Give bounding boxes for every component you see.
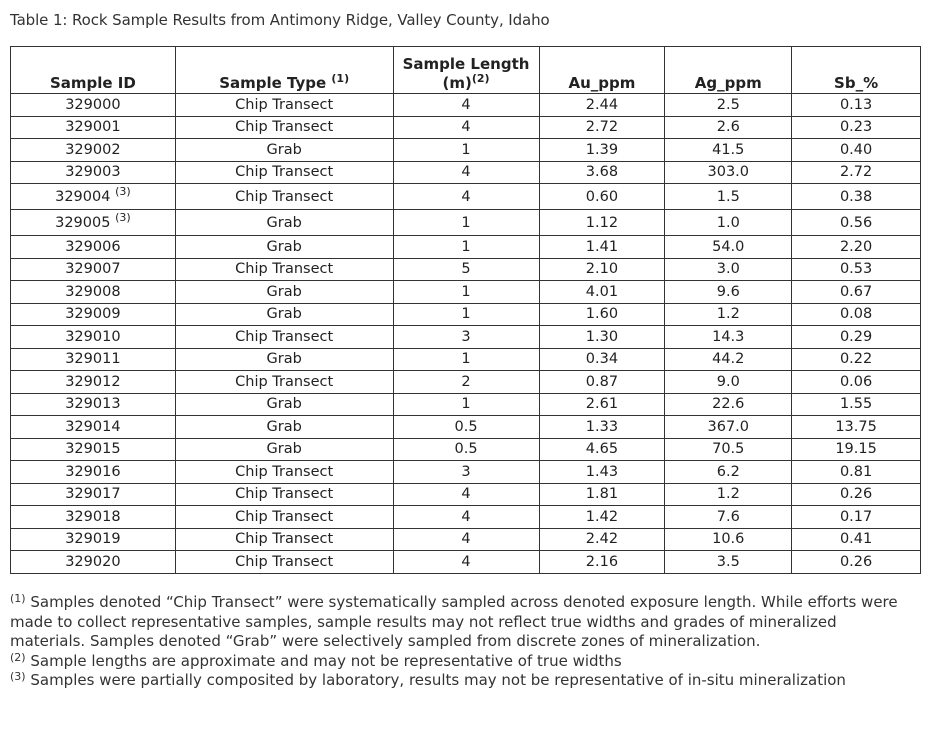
footnote-ref-3: (3) xyxy=(115,184,131,198)
cell-sample-type: Chip Transect xyxy=(175,326,393,349)
table-row xyxy=(11,210,921,236)
cell-au-ppm: 2.16 xyxy=(539,551,665,574)
cell-sample-type: Chip Transect xyxy=(175,528,393,551)
cell-sample-id: 329003 xyxy=(11,161,176,184)
table-row xyxy=(11,236,921,259)
cell-sample-length: 4 xyxy=(393,528,539,551)
cell-ag-ppm: 70.5 xyxy=(665,438,792,461)
cell-sample-id: 329010 xyxy=(11,326,176,349)
cell-ag-ppm: 7.6 xyxy=(665,506,792,529)
cell-sample-id: 329009 xyxy=(11,303,176,326)
cell-au-ppm: 3.68 xyxy=(539,161,665,184)
cell-sample-id: 329018 xyxy=(11,506,176,529)
table-row xyxy=(11,438,921,461)
table-row xyxy=(11,161,921,184)
table-body xyxy=(11,94,921,574)
cell-ag-ppm: 2.5 xyxy=(665,94,792,117)
cell-au-ppm: 1.30 xyxy=(539,326,665,349)
cell-sample-type: Chip Transect xyxy=(175,116,393,139)
cell-ag-ppm: 1.0 xyxy=(665,210,792,236)
cell-sample-id: 329020 xyxy=(11,551,176,574)
cell-ag-ppm: 2.6 xyxy=(665,116,792,139)
cell-sample-id: 329013 xyxy=(11,393,176,416)
header-ag-ppm: Ag_ppm xyxy=(665,47,792,94)
table-row xyxy=(11,371,921,394)
cell-sample-id: 329002 xyxy=(11,139,176,162)
cell-sb-pct: 0.23 xyxy=(792,116,921,139)
cell-au-ppm: 2.10 xyxy=(539,258,665,281)
cell-sb-pct: 0.06 xyxy=(792,371,921,394)
cell-sb-pct: 0.26 xyxy=(792,551,921,574)
cell-sb-pct: 0.40 xyxy=(792,139,921,162)
table-row xyxy=(11,416,921,439)
cell-sample-length: 4 xyxy=(393,184,539,210)
cell-au-ppm: 0.87 xyxy=(539,371,665,394)
cell-sample-id: 329012 xyxy=(11,371,176,394)
cell-au-ppm: 4.65 xyxy=(539,438,665,461)
cell-sample-type: Chip Transect xyxy=(175,94,393,117)
cell-sample-id: 329016 xyxy=(11,461,176,484)
table-row xyxy=(11,303,921,326)
cell-sample-id: 329007 xyxy=(11,258,176,281)
cell-ag-ppm: 14.3 xyxy=(665,326,792,349)
cell-sample-length: 4 xyxy=(393,94,539,117)
cell-sample-type: Grab xyxy=(175,281,393,304)
cell-sample-length: 0.5 xyxy=(393,416,539,439)
cell-sample-id: 329000 xyxy=(11,94,176,117)
cell-sample-type: Grab xyxy=(175,416,393,439)
footnote-1: $^{(1)}$ Samples denoted “Chip Transect” were systematically sampled across denoted exposure length. While efforts were made to collect representative samples, sample results may not reflect true widths and grades of mineralized materials. Samples denoted “Grab” were selectively sampled from discrete zones of mineralization. xyxy=(10,592,898,650)
cell-ag-ppm: 9.0 xyxy=(665,371,792,394)
table-row xyxy=(11,393,921,416)
cell-ag-ppm: 303.0 xyxy=(665,161,792,184)
table-row xyxy=(11,281,921,304)
cell-sample-id: 329011 xyxy=(11,348,176,371)
cell-ag-ppm: 3.0 xyxy=(665,258,792,281)
cell-ag-ppm: 1.2 xyxy=(665,303,792,326)
footnote-ref-3: (3) xyxy=(115,210,131,224)
cell-sample-length: 1 xyxy=(393,139,539,162)
cell-sb-pct: 0.26 xyxy=(792,483,921,506)
table-row xyxy=(11,528,921,551)
cell-sample-type: Grab xyxy=(175,210,393,236)
cell-sb-pct: 0.56 xyxy=(792,210,921,236)
cell-sample-length: 1 xyxy=(393,348,539,371)
footnote-3: $^{(3)}$ Samples were partially composited by laboratory, results may not be representative of in-situ mineralization xyxy=(10,670,846,689)
cell-sb-pct: 2.20 xyxy=(792,236,921,259)
cell-sb-pct: 0.17 xyxy=(792,506,921,529)
cell-sample-type: Chip Transect xyxy=(175,184,393,210)
cell-ag-ppm: 41.5 xyxy=(665,139,792,162)
cell-sample-type: Chip Transect xyxy=(175,258,393,281)
cell-sb-pct: 0.67 xyxy=(792,281,921,304)
cell-sample-length: 4 xyxy=(393,483,539,506)
cell-sample-length: 1 xyxy=(393,236,539,259)
cell-au-ppm: 1.12 xyxy=(539,210,665,236)
cell-sb-pct: 0.81 xyxy=(792,461,921,484)
cell-sample-id: 329004 $^{(3)}$ xyxy=(11,184,176,210)
cell-sb-pct: 0.53 xyxy=(792,258,921,281)
table-row xyxy=(11,94,921,117)
cell-au-ppm: 1.41 xyxy=(539,236,665,259)
cell-sb-pct: 13.75 xyxy=(792,416,921,439)
cell-sample-type: Grab xyxy=(175,438,393,461)
cell-sample-length: 1 xyxy=(393,303,539,326)
cell-au-ppm: 1.43 xyxy=(539,461,665,484)
footnote-ref-2: (2) xyxy=(471,72,490,85)
cell-sb-pct: 0.29 xyxy=(792,326,921,349)
cell-sample-type: Chip Transect xyxy=(175,483,393,506)
table-row xyxy=(11,326,921,349)
cell-au-ppm: 1.42 xyxy=(539,506,665,529)
cell-au-ppm: 1.60 xyxy=(539,303,665,326)
header-sample-type: Sample Type $^{(1)}$ xyxy=(175,47,393,94)
cell-ag-ppm: 22.6 xyxy=(665,393,792,416)
cell-sb-pct: 19.15 xyxy=(792,438,921,461)
cell-sample-length: 4 xyxy=(393,551,539,574)
cell-sample-id: 329019 xyxy=(11,528,176,551)
cell-au-ppm: 2.61 xyxy=(539,393,665,416)
cell-au-ppm: 1.81 xyxy=(539,483,665,506)
cell-sample-length: 2 xyxy=(393,371,539,394)
header-au-ppm: Au_ppm xyxy=(539,47,665,94)
cell-sample-length: 5 xyxy=(393,258,539,281)
cell-sample-type: Grab xyxy=(175,139,393,162)
cell-sample-id: 329008 xyxy=(11,281,176,304)
cell-sample-id: 329001 xyxy=(11,116,176,139)
header-sample-id: Sample ID xyxy=(11,47,176,94)
cell-sample-length: 4 xyxy=(393,116,539,139)
table-row xyxy=(11,506,921,529)
cell-sample-id: 329006 xyxy=(11,236,176,259)
footnote-ref-1: (1) xyxy=(331,72,350,85)
cell-sample-type: Grab xyxy=(175,303,393,326)
table-row xyxy=(11,184,921,210)
cell-sample-type: Chip Transect xyxy=(175,551,393,574)
cell-sb-pct: 0.41 xyxy=(792,528,921,551)
cell-au-ppm: 0.34 xyxy=(539,348,665,371)
table-caption: Table 1: Rock Sample Results from Antimony Ridge, Valley County, Idaho xyxy=(10,11,550,29)
cell-au-ppm: 2.44 xyxy=(539,94,665,117)
cell-sample-type: Chip Transect xyxy=(175,161,393,184)
table-row xyxy=(11,461,921,484)
cell-ag-ppm: 9.6 xyxy=(665,281,792,304)
cell-sample-id: 329014 xyxy=(11,416,176,439)
cell-au-ppm: 0.60 xyxy=(539,184,665,210)
cell-ag-ppm: 1.2 xyxy=(665,483,792,506)
cell-sb-pct: 0.08 xyxy=(792,303,921,326)
cell-sample-id: 329017 xyxy=(11,483,176,506)
cell-sb-pct: 0.22 xyxy=(792,348,921,371)
table-row xyxy=(11,551,921,574)
cell-ag-ppm: 44.2 xyxy=(665,348,792,371)
cell-sample-length: 1 xyxy=(393,393,539,416)
cell-sample-type: Chip Transect xyxy=(175,506,393,529)
cell-sample-id: 329005 $^{(3)}$ xyxy=(11,210,176,236)
cell-sb-pct: 2.72 xyxy=(792,161,921,184)
table-header-row xyxy=(11,47,921,94)
cell-au-ppm: 1.39 xyxy=(539,139,665,162)
cell-ag-ppm: 1.5 xyxy=(665,184,792,210)
cell-ag-ppm: 54.0 xyxy=(665,236,792,259)
cell-sb-pct: 0.38 xyxy=(792,184,921,210)
table-row xyxy=(11,139,921,162)
cell-ag-ppm: 367.0 xyxy=(665,416,792,439)
cell-au-ppm: 4.01 xyxy=(539,281,665,304)
cell-au-ppm: 1.33 xyxy=(539,416,665,439)
cell-ag-ppm: 3.5 xyxy=(665,551,792,574)
footnotes xyxy=(10,593,915,691)
cell-sb-pct: 0.13 xyxy=(792,94,921,117)
cell-sb-pct: 1.55 xyxy=(792,393,921,416)
cell-sample-length: 1 xyxy=(393,281,539,304)
cell-sample-type: Grab xyxy=(175,393,393,416)
header-sample-length: Sample Length (m)$^{(2)}$ xyxy=(393,47,539,94)
table-row xyxy=(11,348,921,371)
footnote-2: $^{(2)}$ Sample lengths are approximate and may not be representative of true widths xyxy=(10,650,622,670)
cell-ag-ppm: 6.2 xyxy=(665,461,792,484)
cell-sample-length: 0.5 xyxy=(393,438,539,461)
cell-ag-ppm: 10.6 xyxy=(665,528,792,551)
cell-sample-type: Chip Transect xyxy=(175,371,393,394)
cell-sample-type: Chip Transect xyxy=(175,461,393,484)
cell-sample-type: Grab xyxy=(175,236,393,259)
cell-sample-type: Grab xyxy=(175,348,393,371)
cell-sample-length: 4 xyxy=(393,161,539,184)
cell-au-ppm: 2.72 xyxy=(539,116,665,139)
rock-sample-results-table xyxy=(10,46,921,574)
cell-sample-id: 329015 xyxy=(11,438,176,461)
table-row xyxy=(11,116,921,139)
cell-sample-length: 3 xyxy=(393,461,539,484)
cell-sample-length: 4 xyxy=(393,506,539,529)
cell-sample-length: 1 xyxy=(393,210,539,236)
table-row xyxy=(11,258,921,281)
table-row xyxy=(11,483,921,506)
cell-sample-length: 3 xyxy=(393,326,539,349)
cell-au-ppm: 2.42 xyxy=(539,528,665,551)
header-sb-pct: Sb_% xyxy=(792,47,921,94)
